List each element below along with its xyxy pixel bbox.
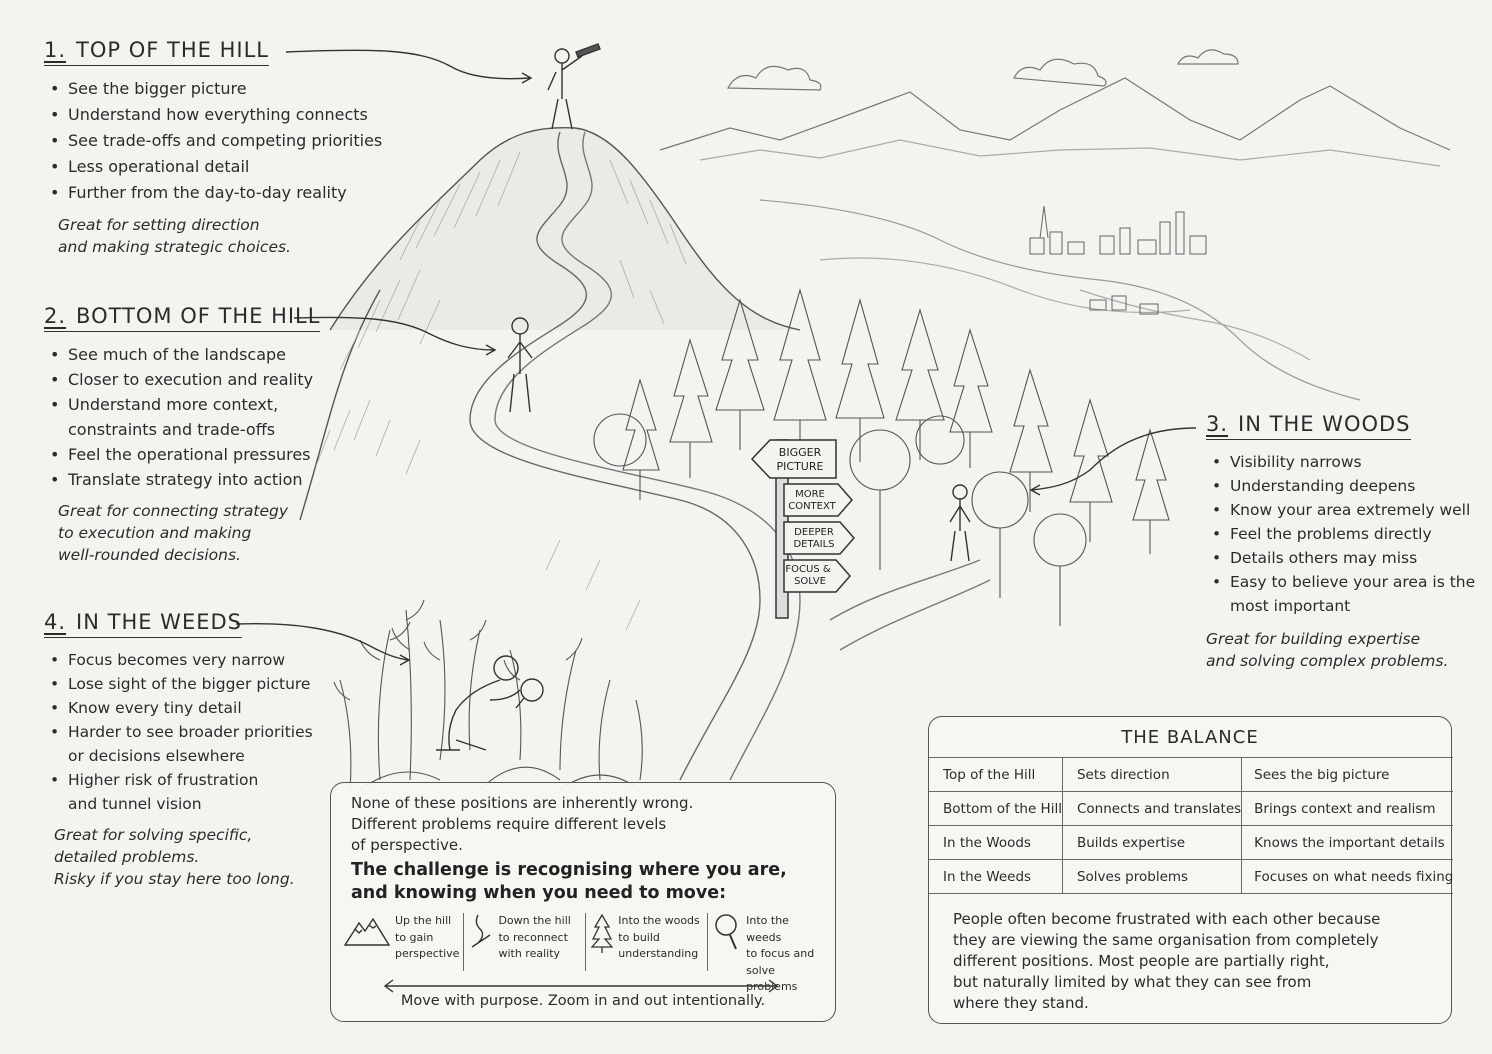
section-heading: TOP OF THE HILL <box>76 38 269 62</box>
list-item: • Harder to see broader priorities <box>44 720 334 744</box>
list-item-continued: and tunnel vision <box>68 795 202 813</box>
challenge-footer: Move with purpose. Zoom in and out intentionally. <box>400 993 766 1009</box>
challenge-lead <box>351 859 831 905</box>
section-title <box>44 304 320 332</box>
section-title <box>1206 412 1411 440</box>
bullet-list <box>44 648 334 816</box>
section-in-the-weeds <box>44 610 334 890</box>
list-item: • Know your area extremely well <box>1206 498 1486 522</box>
section-note <box>44 824 334 890</box>
list-item-continued: or decisions elsewhere <box>68 747 245 765</box>
section-number: 3. <box>1206 412 1229 436</box>
section-top-of-hill <box>44 38 414 258</box>
note-line: Great for setting direction <box>58 216 260 234</box>
list-item: • Lose sight of the bigger picture <box>44 672 334 696</box>
table-row <box>929 758 1453 792</box>
move-text <box>614 913 699 963</box>
section-heading: IN THE WEEDS <box>76 610 242 634</box>
table-row <box>929 826 1453 860</box>
move-line: solve problems <box>746 963 798 993</box>
list-item: • See the bigger picture <box>44 76 414 102</box>
balance-paragraph <box>953 909 1423 1014</box>
tree <box>1133 430 1169 554</box>
section-heading: IN THE WOODS <box>1238 412 1411 436</box>
note-line: Great for connecting strategy <box>58 502 288 520</box>
section-title <box>44 610 242 638</box>
table-cell: Sets direction <box>1062 758 1241 792</box>
person-top-with-telescope <box>548 44 600 129</box>
move-line: understanding <box>618 947 699 960</box>
move-down-the-hill <box>464 913 586 971</box>
note-line: and making strategic choices. <box>58 238 291 256</box>
tree <box>1070 400 1112 542</box>
cloud <box>728 66 821 90</box>
note-line: and solving complex problems. <box>1206 652 1449 670</box>
table-cell: Knows the important details <box>1242 826 1454 860</box>
sign-text: MORE <box>795 489 825 500</box>
move-line: to reconnect <box>498 930 568 944</box>
callout-arrow-woods <box>1032 428 1196 490</box>
list-item: • Further from the day-to-day reality <box>44 180 414 206</box>
section-title <box>44 38 269 66</box>
tree <box>896 310 944 460</box>
note-line: Risky if you stay here too long. <box>54 870 295 888</box>
move-line: perspective <box>395 947 460 960</box>
lead-line: and knowing when you need to move: <box>351 883 727 903</box>
para-line: but naturally limited by what they can see from <box>953 973 1312 991</box>
move-line: to build <box>618 930 660 944</box>
list-item: • Feel the problems directly <box>1206 522 1486 546</box>
intro-line: Different problems require different levels <box>351 815 667 833</box>
table-row <box>929 792 1453 826</box>
bullet-list <box>1206 450 1486 618</box>
section-number: 4. <box>44 610 67 634</box>
list-item: • Easy to believe your area is the <box>1206 570 1486 594</box>
intro-line: None of these positions are inherently wrong. <box>351 794 694 812</box>
intro-line: of perspective. <box>351 836 463 854</box>
bullet-list <box>44 342 344 492</box>
section-number: 2. <box>44 304 67 328</box>
move-line: Into the weeds <box>746 914 789 944</box>
table-cell: In the Woods <box>929 826 1062 860</box>
section-number: 1. <box>44 38 67 62</box>
list-item: • Understanding deepens <box>1206 474 1486 498</box>
table-cell: Top of the Hill <box>929 758 1062 792</box>
sign-text: DEEPER <box>794 527 834 538</box>
tree <box>950 330 992 468</box>
cloud <box>1178 50 1238 64</box>
lead-line: The challenge is recognising where you are, <box>351 860 787 880</box>
para-line: different positions. Most people are partially right, <box>953 952 1330 970</box>
table-cell: In the Weeds <box>929 860 1062 894</box>
para-line: they are viewing the same organisation from completely <box>953 931 1379 949</box>
list-item: • See trade-offs and competing priorities <box>44 128 414 154</box>
magnifier-icon <box>712 913 742 953</box>
tree <box>670 340 712 478</box>
list-item: • See much of the landscape <box>44 342 344 367</box>
table-cell: Bottom of the Hill <box>929 792 1062 826</box>
sign-text: BIGGER <box>778 446 822 459</box>
note-line: Great for building expertise <box>1206 630 1421 648</box>
section-heading: BOTTOM OF THE HILL <box>76 304 321 328</box>
double-arrow-icon <box>381 979 781 993</box>
section-bottom-of-hill <box>44 304 344 566</box>
section-in-the-woods <box>1206 412 1486 672</box>
sign-text: FOCUS & <box>785 564 831 575</box>
move-text <box>391 913 459 963</box>
sign-text: SOLVE <box>794 576 826 587</box>
section-note <box>44 214 414 258</box>
person-in-weeds-with-magnifier <box>436 656 543 750</box>
note-line: detailed problems. <box>54 848 200 866</box>
list-item: • Know every tiny detail <box>44 696 334 720</box>
moves-row <box>339 913 829 993</box>
list-item: • Translate strategy into action <box>44 467 344 492</box>
list-item-continued: most important <box>1230 597 1351 615</box>
person-in-woods <box>950 485 970 561</box>
sign-text: CONTEXT <box>788 501 836 512</box>
sign-text: PICTURE <box>776 460 824 473</box>
list-item: • Closer to execution and reality <box>44 367 344 392</box>
path-icon <box>468 913 494 949</box>
sign-text: DETAILS <box>793 539 835 550</box>
para-line: People often become frustrated with each other because <box>953 910 1381 928</box>
list-item: • Higher risk of frustration <box>44 768 334 792</box>
tree <box>623 380 659 500</box>
para-line: where they stand. <box>953 994 1089 1012</box>
move-line: Down the hill <box>498 914 571 927</box>
bullet-list <box>44 76 414 206</box>
balance-box <box>928 716 1452 1024</box>
move-up-the-hill <box>339 913 464 971</box>
move-line: to focus and <box>746 947 815 960</box>
section-note <box>44 500 344 566</box>
challenge-intro <box>351 793 821 856</box>
move-line: Into the woods <box>618 914 700 927</box>
challenge-box <box>330 782 836 1022</box>
table-cell: Builds expertise <box>1062 826 1241 860</box>
move-into-the-weeds <box>708 913 829 993</box>
list-item: • Understand how everything connects <box>44 102 414 128</box>
move-into-the-woods <box>586 913 708 971</box>
person-bottom-of-hill <box>508 318 532 412</box>
note-line: to execution and making <box>58 524 252 542</box>
list-item: • Visibility narrows <box>1206 450 1486 474</box>
move-line: Up the hill <box>395 914 452 927</box>
note-line: well-rounded decisions. <box>58 546 241 564</box>
section-note <box>1206 628 1486 672</box>
table-cell: Brings context and realism <box>1242 792 1454 826</box>
cloud <box>1014 59 1106 86</box>
table-cell: Focuses on what needs fixing <box>1242 860 1454 894</box>
tree-icon <box>590 913 614 953</box>
list-item: • Details others may miss <box>1206 546 1486 570</box>
list-item: • Focus becomes very narrow <box>44 648 334 672</box>
balance-title: THE BALANCE <box>1121 727 1259 748</box>
move-line: to gain <box>395 930 434 944</box>
note-line: Great for solving specific, <box>54 826 253 844</box>
mountain-icon <box>343 913 391 949</box>
move-line: with reality <box>498 947 561 960</box>
table-cell: Solves problems <box>1062 860 1241 894</box>
table-cell: Connects and translates <box>1062 792 1241 826</box>
table-cell: Sees the big picture <box>1242 758 1454 792</box>
list-item: • Less operational detail <box>44 154 414 180</box>
table-row <box>929 860 1453 894</box>
list-item: • Understand more context, <box>44 392 344 417</box>
move-text <box>494 913 570 963</box>
list-item: • Feel the operational pressures <box>44 442 344 467</box>
list-item-continued: constraints and trade-offs <box>68 420 276 439</box>
balance-table <box>929 757 1453 894</box>
